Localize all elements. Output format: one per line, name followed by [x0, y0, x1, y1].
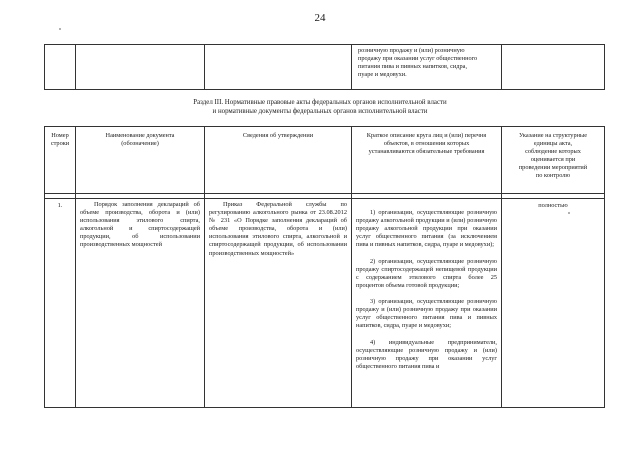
previous-table-continuation [44, 44, 605, 90]
section-heading-line-2: и нормативные документы федеральных органов исполнительной власти [212, 108, 428, 115]
table-cell [205, 45, 352, 90]
column-header [76, 127, 205, 194]
prev-description-text: розничную продажу и (или) розничную продажу при оказании услуг общественного питания пива и пивных напитков, сидра, пуаре и медовухи. [358, 47, 478, 79]
regulations-table [44, 126, 605, 408]
structural-units: полностью [538, 202, 568, 209]
row-number: 1. [57, 202, 63, 209]
description-item: 2) организации, осуществляющие розничную продажу спиртосодержащей непищевой продукции с содержанием этилового спирта более 25 процентов объема готовой продукции; [356, 257, 497, 289]
section-heading-line-1: Раздел III. Нормативные правовые акты федеральных органов исполнительной власти [193, 99, 447, 106]
table-cell [502, 199, 605, 408]
section-heading [90, 98, 550, 116]
table-header-row [45, 127, 605, 194]
table-cell [352, 199, 502, 408]
table-cell [76, 199, 205, 408]
column-header [205, 127, 352, 194]
scan-speck [568, 212, 570, 214]
description-item: 1) организации, осуществляющие розничную продажу алкогольной продукции и (или) розничную продажу алкогольной продукции при оказании услуг общественного питания (за исключением пива и пивных напитков, сидра, пуаре и медовухи); [356, 209, 497, 249]
column-header-document-name: Наименование документа (обозначение) [105, 132, 175, 148]
approval-info: Приказ Федеральной службы по регулированию алкогольного рынка от 23.08.2012 № 231 «О Порядке заполнения деклараций об объеме производства, оборота и (или) использования этилового спирта, алкогольной и спиртосодержащей продукции, об использовании производственных мощностей» [209, 201, 347, 257]
description-item: 3) организации, осуществляющие розничную продажу и (или) розничную продажу при оказании услуг общественного питания пива и пивных напитков, сидра, пуаре и медовухи; [356, 298, 497, 330]
table-row [45, 199, 605, 408]
description-item: 4) индивидуальные предприниматели, осуществляющие розничную продажу и (или) розничную продажу при оказании услуг общественного питания пива и [356, 338, 497, 370]
table-cell [45, 199, 76, 408]
page-number: 24 [314, 12, 326, 24]
column-header-approval-info: Сведения об утверждении [242, 132, 314, 139]
column-header [502, 127, 605, 194]
table-row [45, 45, 605, 90]
table-cell [45, 45, 76, 90]
column-header-description: Краткое описание круга лиц и (или) перечня объектов, в отношении которых устанавливаются обязательные требования [366, 132, 487, 156]
table-cell [76, 45, 205, 90]
document-name: Порядок заполнения деклараций об объеме производства, оборота и (или) использования этилового спирта, алкогольной и спиртосодержащей продукции, об использовании производственных мощностей [80, 201, 200, 249]
table-cell [205, 199, 352, 408]
table-cell [352, 45, 502, 90]
column-header [352, 127, 502, 194]
table-cell [502, 45, 605, 90]
column-header-structural-units: Указание на структурные единицы акта, соблюдение которых оценивается при проведении мероприятий по контролю [518, 132, 588, 180]
column-header [45, 127, 76, 194]
scan-speck [59, 28, 61, 30]
column-header-number: Номер строки [50, 132, 70, 148]
description-list [352, 199, 501, 381]
